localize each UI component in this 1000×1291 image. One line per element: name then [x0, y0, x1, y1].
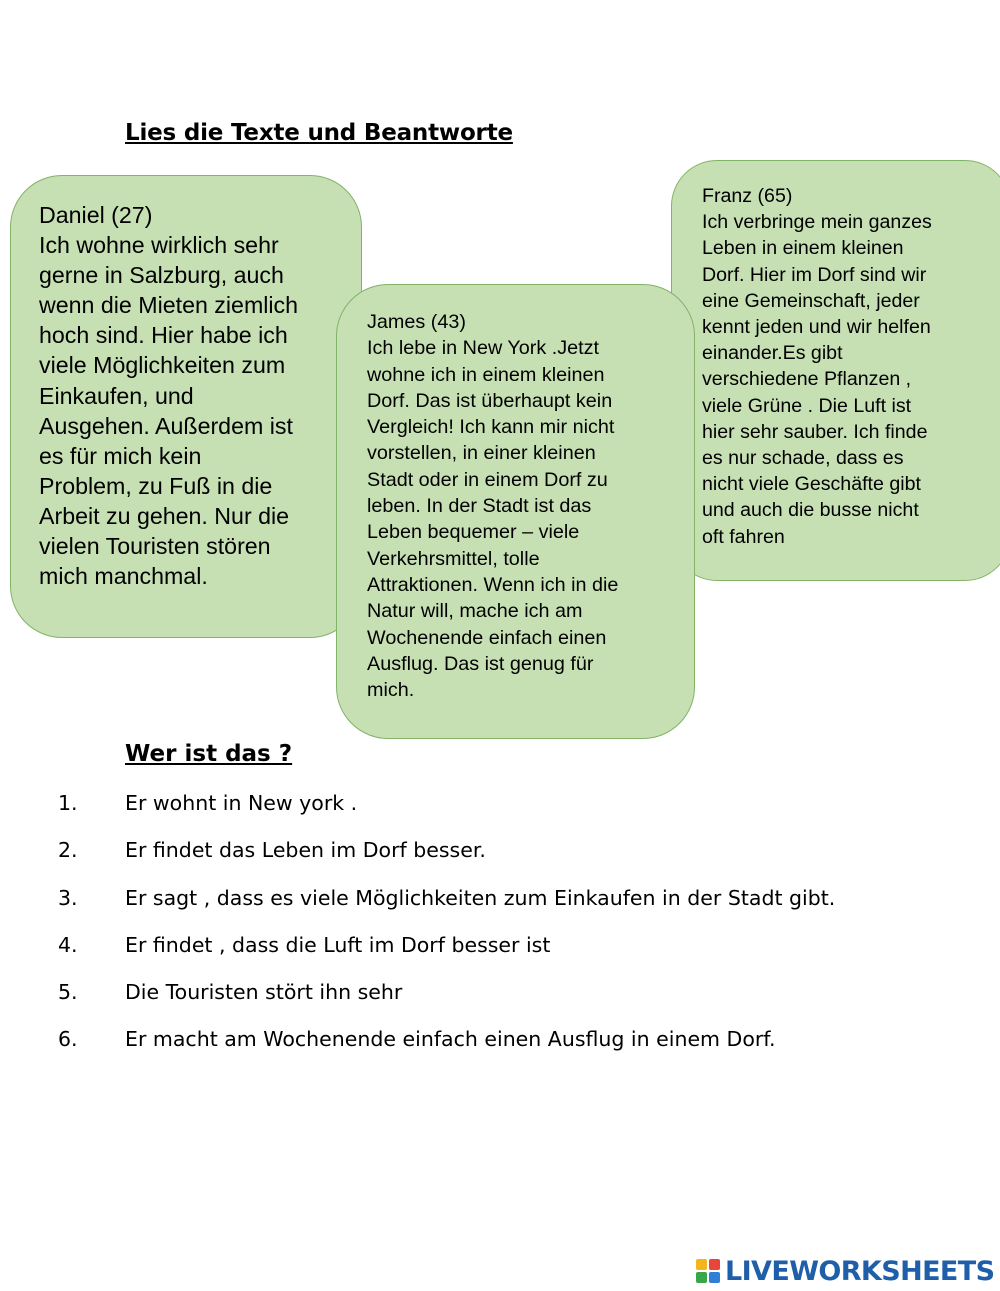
question-number: 6. — [58, 1027, 78, 1052]
question-number: 5. — [58, 980, 78, 1005]
question-text: Er macht am Wochenende einfach einen Ausflug in einem Dorf. — [125, 1027, 776, 1052]
question-number: 2. — [58, 838, 78, 863]
question-text: Er wohnt in New york . — [125, 791, 358, 815]
text-bubble-daniel — [10, 175, 362, 638]
question-number: 4. — [58, 932, 78, 957]
question-text: Er findet , dass die Luft im Dorf besser ist — [125, 932, 551, 957]
brand-name: LIVEWORKSHEETS — [725, 1255, 995, 1287]
question-text: Er findet das Leben im Dorf besser. — [125, 838, 486, 863]
text-bubble-franz — [671, 160, 1000, 581]
bubble-text-franz: Franz (65) Ich verbringe mein ganzes Leben in einem kleinen Dorf. Hier im Dorf sind wir eine Gemeinschaft, jeder kennt jeden und wir helfen einander.Es gibt verschiedene Pflanzen , viele Grüne . Die Luft ist hier sehr sauber. Ich finde es nur schade, dass es nicht viele Geschäfte gibt und auch die busse nicht oft fahren — [702, 185, 932, 548]
question-number: 3. — [58, 885, 78, 910]
questions-heading: Wer ist das ? — [125, 741, 293, 767]
question-text: Die Touristen stört ihn sehr — [125, 980, 403, 1005]
liveworksheets-logo-icon — [696, 1259, 722, 1283]
bubble-text-daniel: Daniel (27) Ich wohne wirklich sehr gerne in Salzburg, auch wenn die Mieten ziemlich hoch sind. Hier habe ich viele Möglichkeiten zum Einkaufen, und Ausgehen. Außerdem ist es für mich kein Problem, zu Fuß in die Arbeit zu gehen. Nur die vielen Touristen stören mich manchmal. — [39, 202, 299, 590]
bubble-text-james: James (43) Ich lebe in New York .Jetzt wohne ich in einem kleinen Dorf. Das ist überhaupt kein Vergleich! Ich kann mir nicht vorstellen, in einer kleinen Stadt oder in einem Dorf zu leben. In der Stadt ist das Leben bequemer – viele Verkehrsmittel, tolle Attraktionen. Wenn ich in die Natur will, mache ich am Wochenende einfach einen Ausflug. Das ist genug für mich. — [367, 311, 619, 702]
question-number: 1. — [58, 791, 78, 815]
worksheet-title: Lies die Texte und Beantworte — [125, 120, 513, 146]
text-bubble-james — [336, 284, 695, 739]
question-text: Er sagt , dass es viele Möglichkeiten zum Einkaufen in der Stadt gibt. — [125, 885, 836, 910]
liveworksheets-brand[interactable] — [696, 1254, 994, 1288]
